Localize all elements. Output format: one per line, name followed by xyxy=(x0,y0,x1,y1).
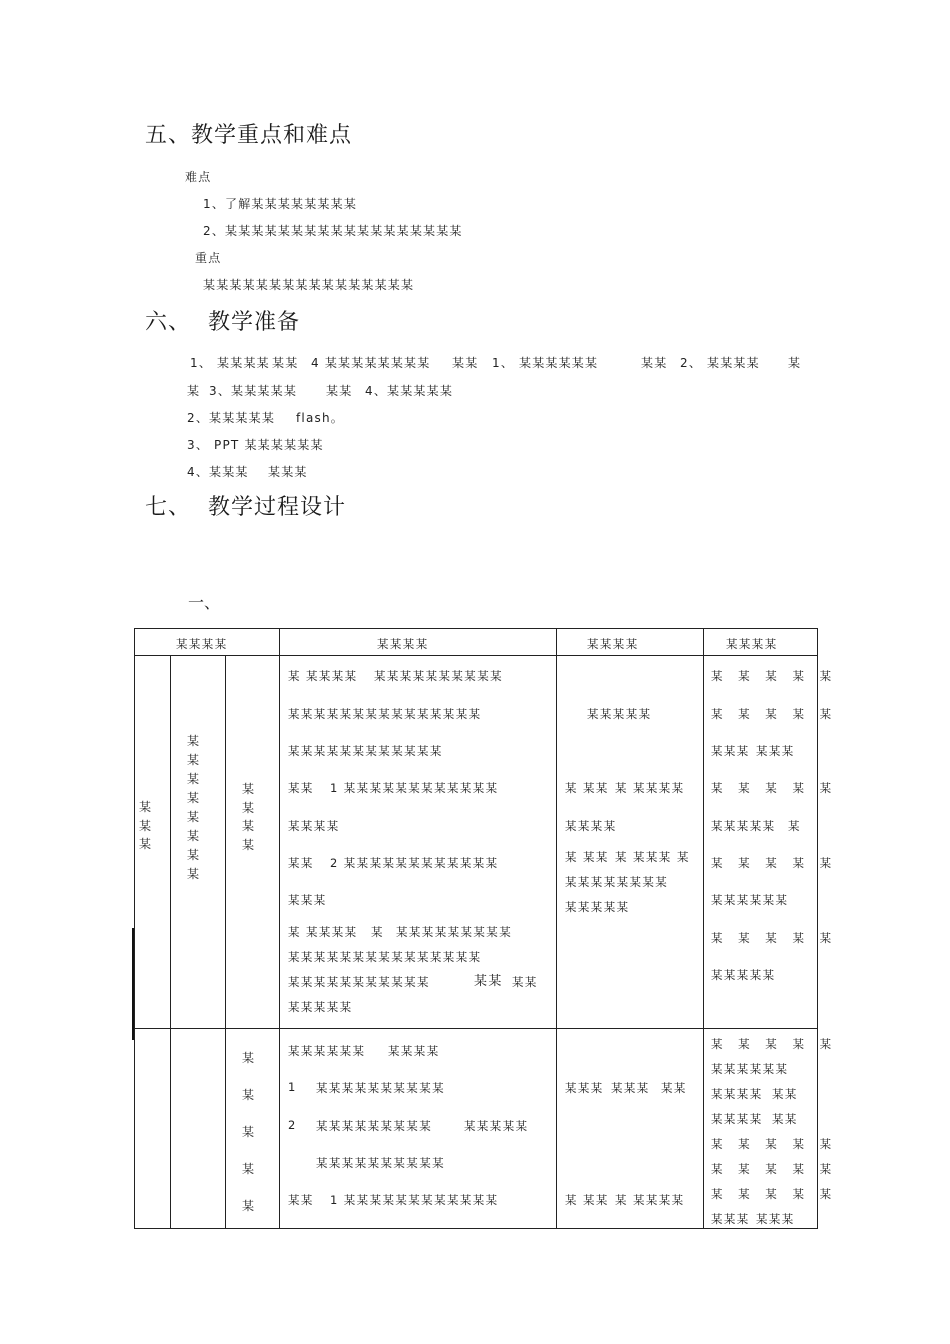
table-border-bottom xyxy=(134,1228,818,1229)
row1-intent-line: 某某某某某 xyxy=(711,968,776,982)
row2-intent-line: 某 某 某 某 某 xyxy=(711,1137,838,1151)
row1-content-line: 2 某某某某某某某某某某某某 xyxy=(330,856,499,870)
table-col-divider xyxy=(556,628,557,1229)
row1-content-line: 某某某某某某某某某某某某某某某 xyxy=(288,707,482,721)
s6-item: 3、 PPT 某某某某某某 xyxy=(187,438,324,452)
row1-activity-line: 某某某某某 xyxy=(587,707,652,721)
row2-activity-line: 某 某某 xyxy=(565,1193,609,1207)
table-header: 某某某某 xyxy=(176,637,228,651)
s5-line: 难点 xyxy=(185,170,212,184)
table-col-divider xyxy=(225,655,226,1229)
s5-line: 1、了解某某某某某某某某 xyxy=(203,197,358,211)
row2-intent-line: 某某某 xyxy=(756,1212,795,1226)
row1-intent-line: 某某某某某 xyxy=(711,819,776,833)
table-header: 某某某某 xyxy=(377,637,429,651)
row1-stage-cell: 某某某 xyxy=(138,800,151,851)
row1-activity-line: 某 某某 xyxy=(565,781,609,795)
row1-content-line: 某某 xyxy=(512,975,538,989)
section-7-title: 教学过程设计 xyxy=(208,495,347,520)
row2-intent-line: 某某某 xyxy=(711,1212,750,1226)
row1-phase-cell: 某某某某 某某某某 xyxy=(186,734,199,881)
row1-content-line: 某 xyxy=(371,925,384,939)
row1-content-line: 某某某某某 xyxy=(288,1000,353,1014)
row2-content-line: 2 xyxy=(288,1118,297,1132)
table-row-divider xyxy=(134,1028,818,1029)
s6-item: 4、某某某某某 xyxy=(365,384,454,398)
row2-content-line: 某某 xyxy=(288,1193,314,1207)
row1-content-line: 某某某某某某某某某某某某 xyxy=(288,744,443,758)
s5-line: 2、某某某某某某某某某某某某某某某某某某 xyxy=(203,224,463,238)
s6-item: 1、 xyxy=(492,356,515,370)
row1-activity-line: 某 某某某 xyxy=(615,850,672,864)
table-col-divider xyxy=(279,628,280,1229)
row2-intent-line: 某某某某某某 xyxy=(711,1062,789,1076)
row2-content-line: 1 某某某某某某某某某某某某 xyxy=(330,1193,499,1207)
s6-item: 1、 某某某某 xyxy=(190,356,270,370)
row1-intent-line: 某 某 某 某 某 xyxy=(711,931,838,945)
section-6-title: 教学准备 xyxy=(208,310,301,335)
s6-item: 某 xyxy=(187,384,201,398)
row1-activity-line: 某 xyxy=(677,850,690,864)
row2-intent-line: 某某某某 xyxy=(711,1087,763,1101)
row1-intent-line: 某 某 某 某 某 xyxy=(711,781,838,795)
s6-item: flash。 xyxy=(296,411,344,425)
row1-activity-line: 某某某某某某某某 xyxy=(565,875,669,889)
table-col-divider xyxy=(170,655,171,1229)
table-header-divider xyxy=(134,655,818,656)
s5-line: 重点 xyxy=(195,251,222,265)
s6-item: 某某某某 xyxy=(707,356,760,370)
row1-content-line: 某某 xyxy=(474,974,503,989)
s6-item: 2、某某某某某 xyxy=(187,411,276,425)
row2-step-cell: 某某某某某 xyxy=(241,1051,254,1213)
section-6-number: 六、 xyxy=(145,310,192,335)
table-border-top xyxy=(134,628,818,629)
row1-content-line: 某某某某某某某某某某 xyxy=(374,669,503,683)
row1-intent-line: 某 某 某 某 某 xyxy=(711,856,838,870)
row1-content-line: 某某某某某某某某某某某某某某某 xyxy=(288,950,482,964)
row2-intent-line: 某某 xyxy=(772,1087,798,1101)
row2-activity-line: 某 某某某某 xyxy=(615,1193,685,1207)
row1-content-line: 1 某某某某某某某某某某某某 xyxy=(330,781,499,795)
section-5-title: 五、教学重点和难点 xyxy=(145,123,353,148)
s6-item: 2、 xyxy=(680,356,703,370)
s6-item: 4、某某某 xyxy=(187,465,249,479)
row2-content-line: 某某某某某某某某某 xyxy=(316,1119,433,1133)
process-table xyxy=(134,628,838,1229)
row1-content-line: 某 某某某某 xyxy=(288,925,358,939)
table-header: 某某某某 xyxy=(587,637,639,651)
table-border-left xyxy=(134,628,135,1229)
row2-activity-line: 某某某 xyxy=(611,1081,650,1095)
row1-activity-line: 某某某某 xyxy=(565,819,617,833)
s5-line: 某某某某某某某某某某某某某某某某 xyxy=(203,278,415,292)
row2-intent-line: 某某 xyxy=(772,1112,798,1126)
row1-content-line: 某某某某某某某某某某某 xyxy=(288,975,430,989)
section-7-number: 七、 xyxy=(145,495,192,520)
s6-item: 4 某某某某某某某某 xyxy=(311,356,431,370)
row1-content-line: 某 某某某某 xyxy=(288,669,358,683)
s6-item: 某某 xyxy=(326,384,353,398)
s6-item: 某某某 xyxy=(268,465,308,479)
s6-item: 3、某某某某某 xyxy=(209,384,298,398)
row2-content-line: 某某某某 xyxy=(388,1044,440,1058)
row1-activity-line: 某某某某某 xyxy=(565,900,630,914)
row2-intent-line: 某 某 某 某 某 xyxy=(711,1037,838,1051)
s6-item: 某某某某某某 xyxy=(519,356,599,370)
row2-content-line: 某某某某某某 xyxy=(288,1044,366,1058)
row2-intent-line: 某 某 某 某 某 xyxy=(711,1162,838,1176)
row1-activity-line: 某 某某某某 xyxy=(615,781,685,795)
row2-intent-line: 某某某某 xyxy=(711,1112,763,1126)
row2-content-line: 某某某某某某某某某某 xyxy=(316,1156,445,1170)
row1-content-line: 某某 xyxy=(288,856,314,870)
row1-intent-line: 某某某某某某 xyxy=(711,893,789,907)
row1-content-line: 某某某 xyxy=(288,893,327,907)
row2-intent-line: 某 某 某 某 某 xyxy=(711,1187,838,1201)
s6-item: 某某 xyxy=(641,356,668,370)
row2-content-line: 1 xyxy=(288,1080,297,1094)
row1-intent-line: 某 xyxy=(788,819,801,833)
row1-content-line: 某某某某 xyxy=(288,819,340,833)
row1-content-line: 某某某某某某某某某 xyxy=(396,925,513,939)
table-col-divider xyxy=(703,628,704,1229)
row1-activity-line: 某 某某 xyxy=(565,850,609,864)
row2-activity-line: 某某某 xyxy=(565,1081,604,1095)
row1-intent-line: 某某某 xyxy=(756,744,795,758)
s6-item: 某 xyxy=(788,356,802,370)
row2-content-line: 某某某某某 xyxy=(464,1119,529,1133)
row1-intent-line: 某 某 某 某 某 xyxy=(711,669,838,683)
row2-activity-line: 某某 xyxy=(661,1081,687,1095)
row1-intent-line: 某 某 某 某 某 xyxy=(711,707,838,721)
s6-item: 某某 xyxy=(452,356,479,370)
row1-content-line: 某某 xyxy=(288,781,314,795)
s6-item: 某某 xyxy=(272,356,299,370)
row2-content-line: 某某某某某某某某某某 xyxy=(316,1081,445,1095)
row1-intent-line: 某某某 xyxy=(711,744,750,758)
table-header: 某某某某 xyxy=(726,637,778,651)
section-7-subtitle: 一、 xyxy=(188,593,221,612)
row1-step-cell: 某某某某 xyxy=(241,782,254,852)
